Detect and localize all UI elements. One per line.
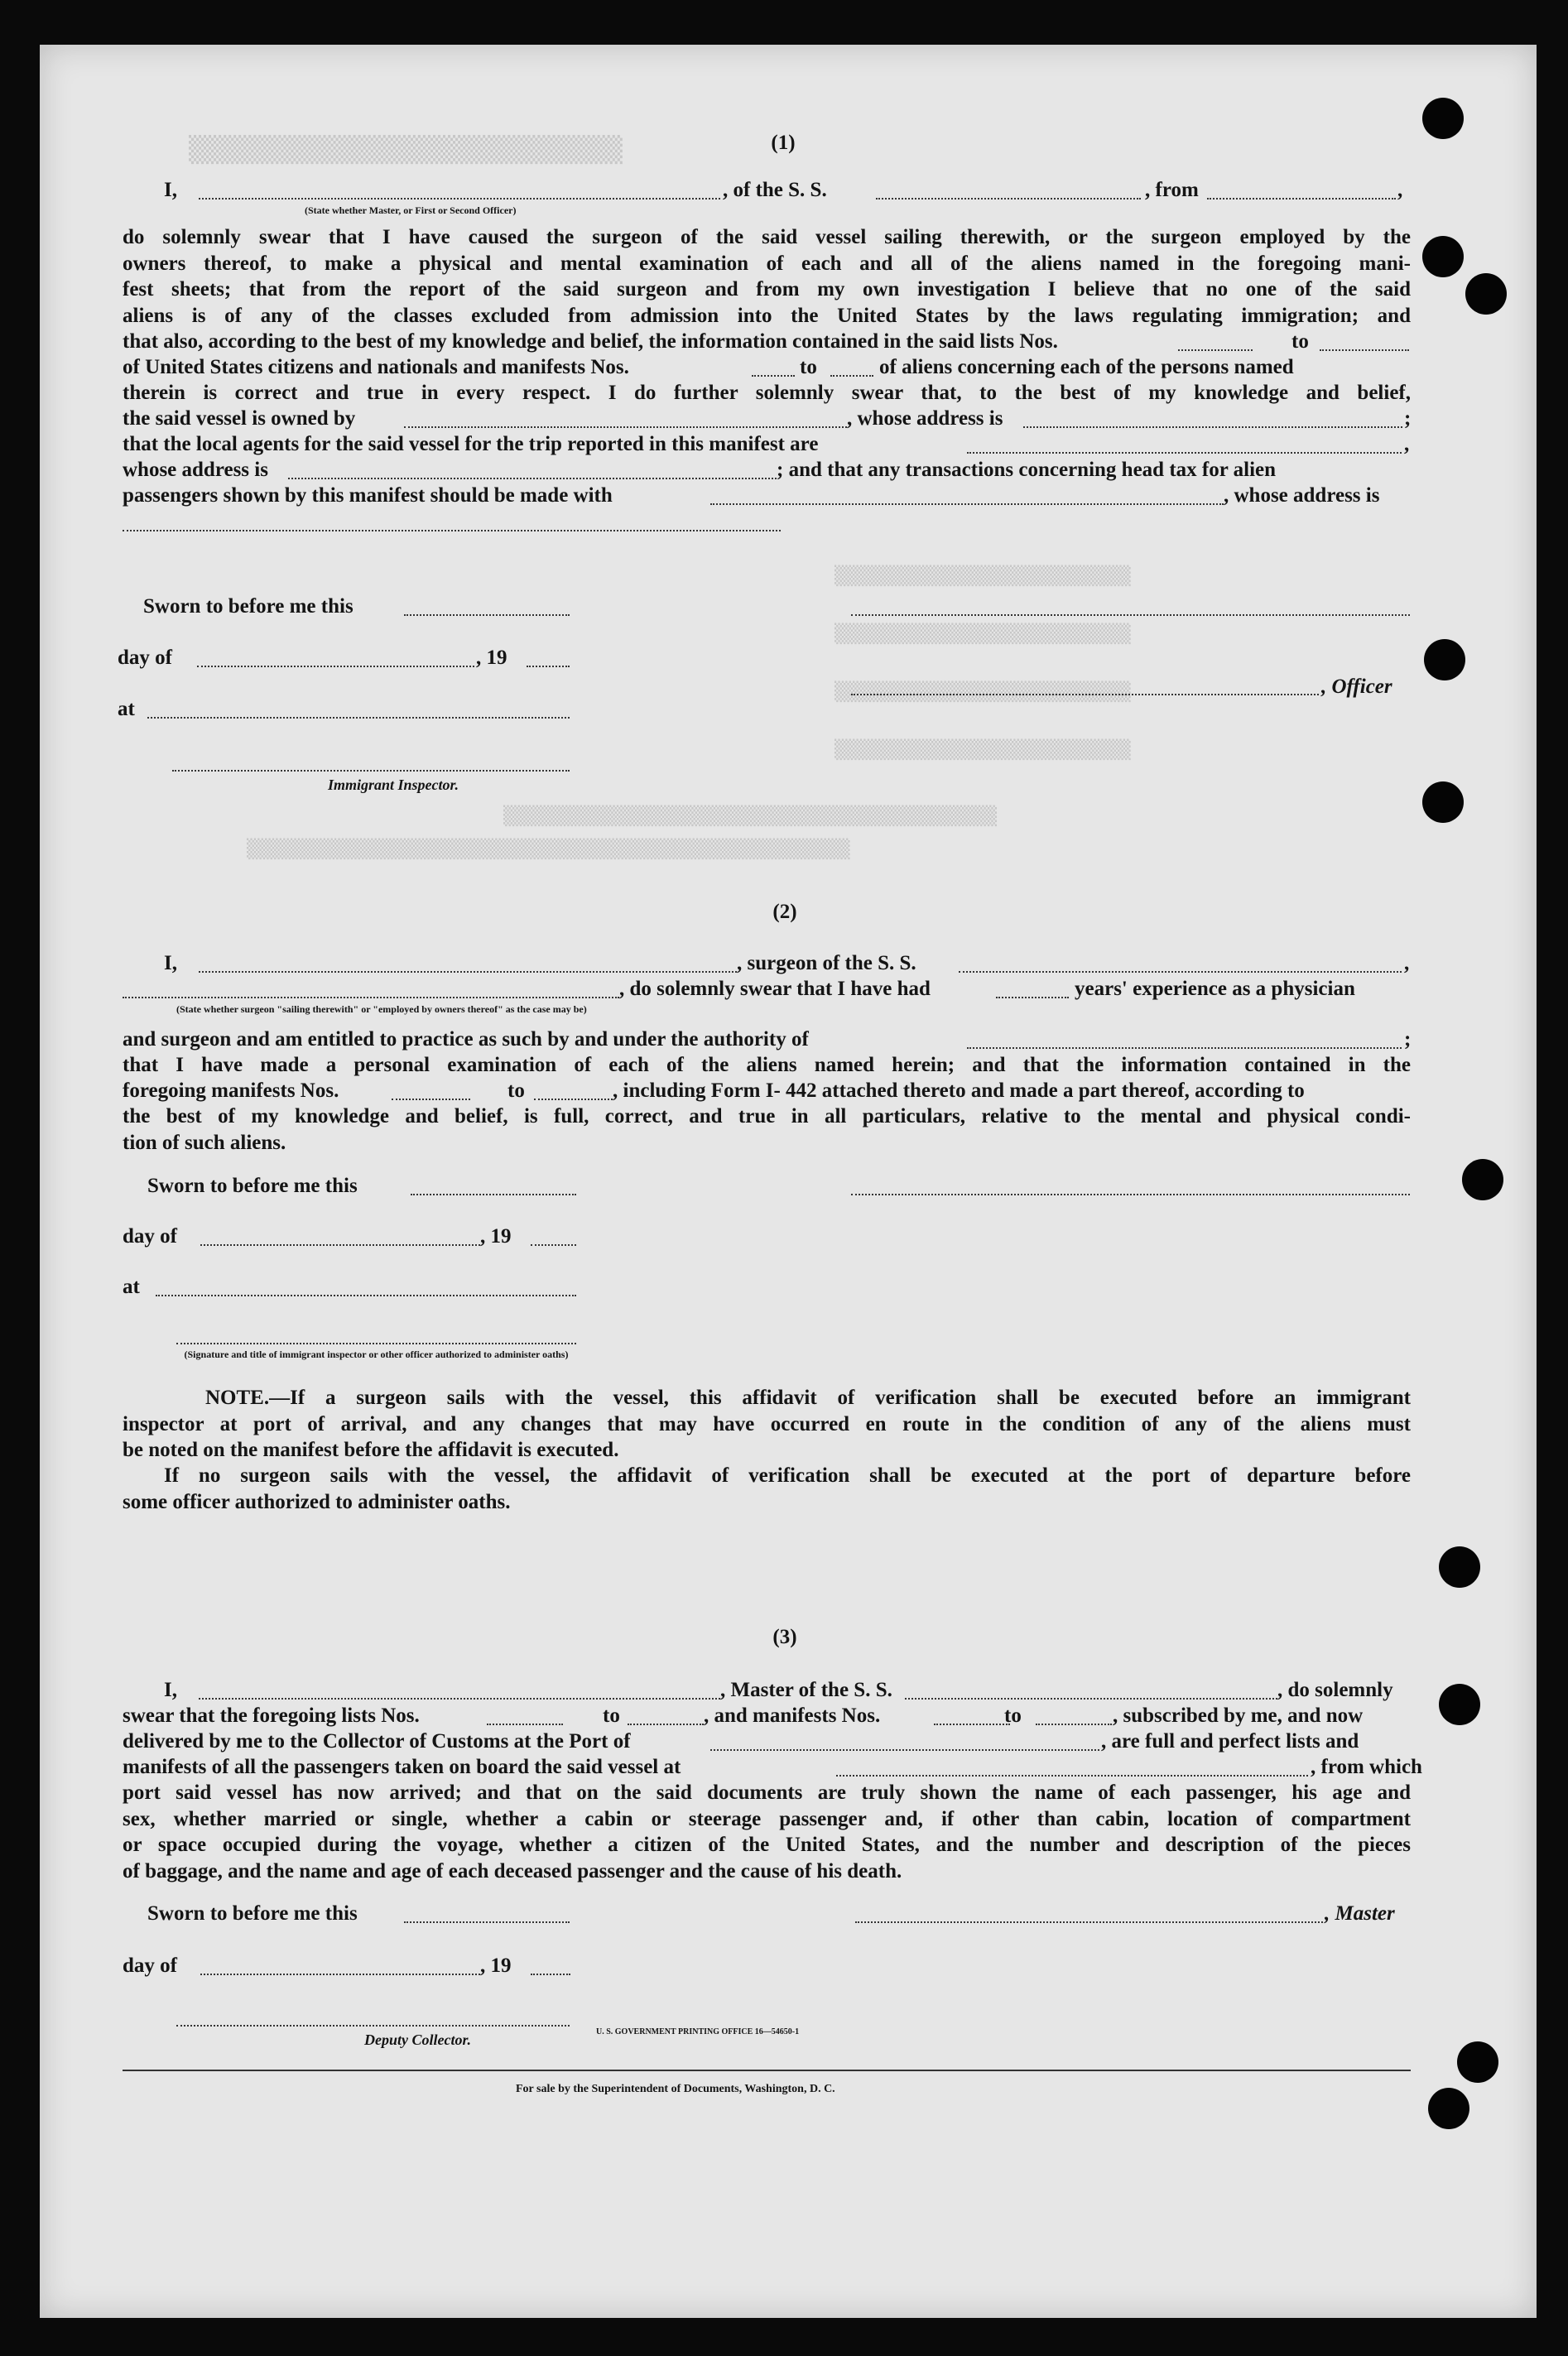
form-page (40, 45, 1537, 2318)
bleed-through-text: ▒▒▒▒▒▒▒▒▒▒▒▒▒▒▒▒▒▒▒▒▒▒▒▒▒▒▒ (835, 624, 1131, 645)
perfect-lists-label: , are full and perfect lists and (1101, 1730, 1359, 1753)
manifests-from-field[interactable] (934, 1724, 1010, 1725)
intro-i: I, (164, 179, 177, 201)
note-row: inspector at port of arrival, and any changes that may have occurred en route in the condition of any of the aliens must (123, 1412, 1411, 1435)
sworn-label: Sworn to before me this (143, 595, 354, 618)
officer-signature-field[interactable] (851, 614, 1410, 616)
manifest-row-c: of aliens concerning each of the persons named (879, 356, 1294, 378)
oath-row: that I have made a personal examination of each of the aliens named herein; and that the information contained in the (123, 1054, 1411, 1076)
section-1-row7 (123, 380, 1411, 406)
oath-row: fest sheets; that from the report of the said surgeon and from my own investigation I believe that no one of the said (123, 278, 1411, 301)
sworn-label: Sworn to before me this (147, 1902, 358, 1925)
oath-row: the best of my knowledge and belief, is full, correct, and true in all particulars, relative to the mental and physical condi- (123, 1105, 1411, 1128)
sworn-date-field[interactable] (404, 1921, 570, 1923)
owned-by-label: the said vessel is owned by (123, 407, 356, 430)
surgeon-status-field[interactable] (123, 997, 619, 998)
comma: , (1404, 952, 1410, 974)
year-label: , 19 (480, 1225, 512, 1248)
binder-hole (1465, 273, 1507, 315)
binder-hole (1422, 98, 1464, 139)
bleed-through-text: ▒▒▒▒▒▒▒▒▒▒▒▒▒▒▒▒▒▒▒▒▒▒▒▒▒▒▒ (835, 740, 1131, 761)
section-2-note-2 (123, 1463, 1411, 1515)
deputy-signature-field[interactable] (176, 2025, 570, 2027)
binder-hole (1422, 781, 1464, 823)
year-label: , 19 (476, 647, 507, 669)
oath-row: sex, whether married or single, whether a cabin or steerage passenger and, if other than cabin, location of compartment (123, 1807, 1411, 1830)
head-tax-with-label: passengers shown by this manifest should be made with (123, 484, 613, 507)
oath-row: do solemnly swear that I have caused the surgeon of the said vessel sailing therewith, or the surgeon employed by the (123, 226, 1411, 248)
manifest-to: to (800, 356, 817, 378)
note-row: be noted on the manifest before the affidavit is executed. (123, 1439, 619, 1461)
manifest-row-a: of United States citizens and nationals and manifests Nos. (123, 356, 629, 378)
surgeon-of-label: , surgeon of the S. S. (737, 952, 916, 974)
to-label: to (603, 1704, 620, 1727)
head-tax-text: ; and that any transactions concerning head tax for alien (777, 459, 1277, 481)
to-label: to (1291, 330, 1309, 353)
at-label: at (118, 698, 135, 720)
footer-rule (123, 2070, 1411, 2071)
from-label: , from (1145, 179, 1199, 201)
section-1-oath-paragraph (123, 224, 1411, 329)
year-label: , 19 (480, 1955, 512, 1977)
sworn-date-field[interactable] (404, 614, 570, 616)
oath-row-lists (123, 329, 1058, 354)
officer-name-field[interactable] (851, 694, 1319, 695)
day-of-label: day of (123, 1955, 177, 1977)
master-signature-field[interactable] (855, 1921, 1323, 1923)
collector-label: delivered by me to the Collector of Customs at the Port of (123, 1730, 631, 1753)
master-of-label: , Master of the S. S. (720, 1679, 892, 1701)
year-field[interactable] (531, 1974, 570, 1975)
inspector-caption: Immigrant Inspector. (328, 777, 459, 793)
manifest-from-field[interactable] (752, 375, 795, 377)
inspector-signature-field[interactable] (176, 1343, 576, 1344)
surgeon-status-note: (State whether surgeon "sailing therewith" or "employed by owners thereof" as the case may be) (176, 1003, 587, 1015)
bleed-through-text: ▒▒▒▒▒▒▒▒▒▒▒▒▒▒▒▒▒▒▒▒▒▒▒▒▒▒▒ (835, 566, 1131, 587)
lists-nos-label: swear that the foregoing lists Nos. (123, 1704, 420, 1727)
comma: , (1397, 179, 1403, 201)
of-ss-label: , of the S. S. (723, 179, 827, 201)
section-1-number: (1) (771, 132, 796, 154)
semicolon: ; (1404, 407, 1412, 430)
at-label: at (123, 1276, 140, 1298)
section-2-closing (123, 1103, 1411, 1156)
form-i442-text: , including Form I- 442 attached thereto and made a part thereof, according to (613, 1079, 1305, 1102)
to-label: to (507, 1079, 525, 1102)
manifests-from-field[interactable] (392, 1099, 470, 1100)
lists-from-field[interactable] (487, 1724, 563, 1725)
year-field[interactable] (527, 666, 570, 667)
payee-address-continuation[interactable] (123, 530, 781, 531)
sworn-date-field[interactable] (411, 1194, 576, 1195)
solemnly-swear-label: , do solemnly swear that I have had (619, 978, 931, 1000)
surgeon-signature-field[interactable] (851, 1194, 1410, 1195)
semicolon: ; (1404, 1028, 1412, 1051)
master-name-field[interactable] (199, 1698, 720, 1700)
officer-title-field[interactable] (199, 198, 720, 200)
oath-row-text: that also, according to the best of my knowledge and belief, the information contained in the said lists Nos. (123, 330, 1058, 353)
note-row: some officer authorized to administer oaths. (123, 1490, 511, 1513)
years-experience-label: years' experience as a physician (1075, 978, 1355, 1000)
binder-hole (1439, 1546, 1480, 1588)
section-2-intro-i: I, (164, 952, 177, 974)
at-field[interactable] (156, 1295, 576, 1296)
manifests-to-field[interactable] (1036, 1724, 1112, 1725)
bleed-through-text: ▒▒▒▒▒▒▒▒▒▒▒▒▒▒▒▒▒▒▒▒▒▒▒▒▒▒▒ (835, 682, 1131, 703)
section-3-number: (3) (772, 1626, 797, 1648)
year-field[interactable] (531, 1244, 576, 1246)
oath-row: or space occupied during the voyage, whether a citizen of the United States, and the number and description of the pieces (123, 1834, 1411, 1856)
for-sale-line: For sale by the Superintendent of Documents, Washington, D. C. (516, 2083, 835, 2095)
local-agents-label: that the local agents for the said vessel for the trip reported in this manifest are (123, 433, 819, 455)
agent-address-label: whose address is (123, 459, 268, 481)
note-row: If no surgeon sails with the vessel, the affidavit of verification shall be executed at the port of departure before (164, 1464, 1411, 1487)
oath-row: owners thereof, to make a physical and mental examination of each and all of the aliens named in the foregoing mani- (123, 252, 1411, 275)
note-row: NOTE.—If a surgeon sails with the vessel, this affidavit of verification shall be executed before an immigrant (205, 1387, 1411, 1409)
binder-hole (1462, 1159, 1503, 1200)
manifests-to-field[interactable] (534, 1099, 613, 1100)
oath-row: aliens is of any of the classes excluded from admission into the United States by the laws regulating immigration; and (123, 304, 1411, 327)
bleed-through-text: ▒▒▒▒▒▒▒▒▒▒▒▒▒▒▒▒▒▒▒▒▒▒▒▒▒▒▒▒▒▒▒▒▒▒▒▒▒▒▒▒▒▒▒▒▒ (503, 806, 998, 827)
section-2-row4 (123, 1052, 1411, 1079)
sworn-label: Sworn to before me this (147, 1175, 358, 1197)
master-label: , Master (1325, 1902, 1395, 1925)
from-which-label: , from which (1311, 1756, 1422, 1778)
head-tax-payee-field[interactable] (710, 503, 1224, 505)
binder-hole (1439, 1684, 1480, 1725)
binder-hole (1424, 639, 1465, 680)
day-of-field[interactable] (200, 1244, 480, 1246)
owner-field[interactable] (404, 426, 847, 428)
surgeon-vessel-field[interactable] (959, 971, 1402, 973)
day-of-label: day of (123, 1225, 177, 1248)
day-of-label: day of (118, 647, 172, 669)
years-field[interactable] (996, 997, 1069, 998)
section-3-intro-i: I, (164, 1679, 177, 1701)
lists-to-field[interactable] (628, 1724, 704, 1725)
subscribed-label: , subscribed by me, and now (1113, 1704, 1364, 1727)
departure-port-field[interactable] (1207, 198, 1396, 200)
day-of-field[interactable] (197, 666, 474, 667)
owner-address-field[interactable] (1023, 426, 1402, 428)
foregoing-manifests-label: foregoing manifests Nos. (123, 1079, 339, 1102)
binder-hole (1457, 2041, 1498, 2083)
oath-row: of baggage, and the name and age of each deceased passenger and the cause of his death. (123, 1859, 902, 1882)
lists-from-field[interactable] (1178, 349, 1253, 351)
deputy-collector-caption: Deputy Collector. (364, 2031, 471, 2048)
do-solemnly-label: , do solemnly (1277, 1679, 1393, 1701)
boarding-port-field[interactable] (836, 1775, 1308, 1777)
oath-row: therein is correct and true in every respect. I do further solemnly swear that, to the best of my knowledge and belief, (123, 382, 1411, 404)
section-3-paragraph (123, 1780, 1411, 1884)
officer-note: (State whether Master, or First or Second Officer) (305, 204, 517, 216)
section-2-note (123, 1385, 1411, 1464)
taken-on-board-label: manifests of all the passengers taken on board the said vessel at (123, 1756, 681, 1778)
inspector-signature-field[interactable] (172, 770, 570, 772)
printing-office-line: U. S. GOVERNMENT PRINTING OFFICE 16—54650-1 (596, 2027, 800, 2036)
port-field[interactable] (710, 1749, 1099, 1751)
local-agents-field[interactable] (967, 452, 1402, 454)
master-vessel-field[interactable] (905, 1698, 1277, 1700)
section-1-intro-line (164, 177, 177, 203)
oath-row: tion of such aliens. (123, 1131, 286, 1154)
manifests-nos-label: , and manifests Nos. (704, 1704, 881, 1727)
owner-address-label: , whose address is (847, 407, 1003, 430)
bleed-through-text: ▒▒▒▒▒▒▒▒▒▒▒▒▒▒▒▒▒▒▒▒▒▒▒▒▒▒▒▒▒ (189, 136, 623, 165)
bleed-through-text: ▒▒▒▒▒▒▒▒▒▒▒▒▒▒▒▒▒▒▒▒▒▒▒▒▒▒▒▒▒▒▒▒▒▒▒▒▒▒▒▒▒▒▒▒▒▒▒▒▒▒▒▒▒▒▒ (247, 839, 850, 860)
to-label: to (1004, 1704, 1022, 1727)
oath-row: port said vessel has now arrived; and that on the said documents are truly shown the name of each passenger, his age and (123, 1781, 1411, 1804)
authority-label: and surgeon and am entitled to practice as such by and under the authority of (123, 1028, 809, 1051)
section-2-number: (2) (772, 901, 797, 923)
payee-address-label: , whose address is (1224, 484, 1380, 507)
manifest-to-field[interactable] (830, 375, 873, 377)
agent-address-field[interactable] (288, 478, 777, 479)
lists-to-field[interactable] (1320, 349, 1409, 351)
binder-hole (1428, 2088, 1469, 2129)
authority-field[interactable] (967, 1047, 1402, 1049)
comma: , (1404, 433, 1410, 455)
day-of-field[interactable] (200, 1974, 480, 1975)
officer-label: , Officer (1321, 676, 1392, 698)
manifest-row (123, 354, 629, 380)
at-field[interactable] (147, 717, 570, 719)
surgeon-name-field[interactable] (199, 971, 737, 973)
vessel-name-field[interactable] (876, 198, 1141, 200)
signature-note: (Signature and title of immigrant inspector or other officer authorized to administer oaths) (184, 1349, 569, 1360)
binder-hole (1422, 236, 1464, 277)
